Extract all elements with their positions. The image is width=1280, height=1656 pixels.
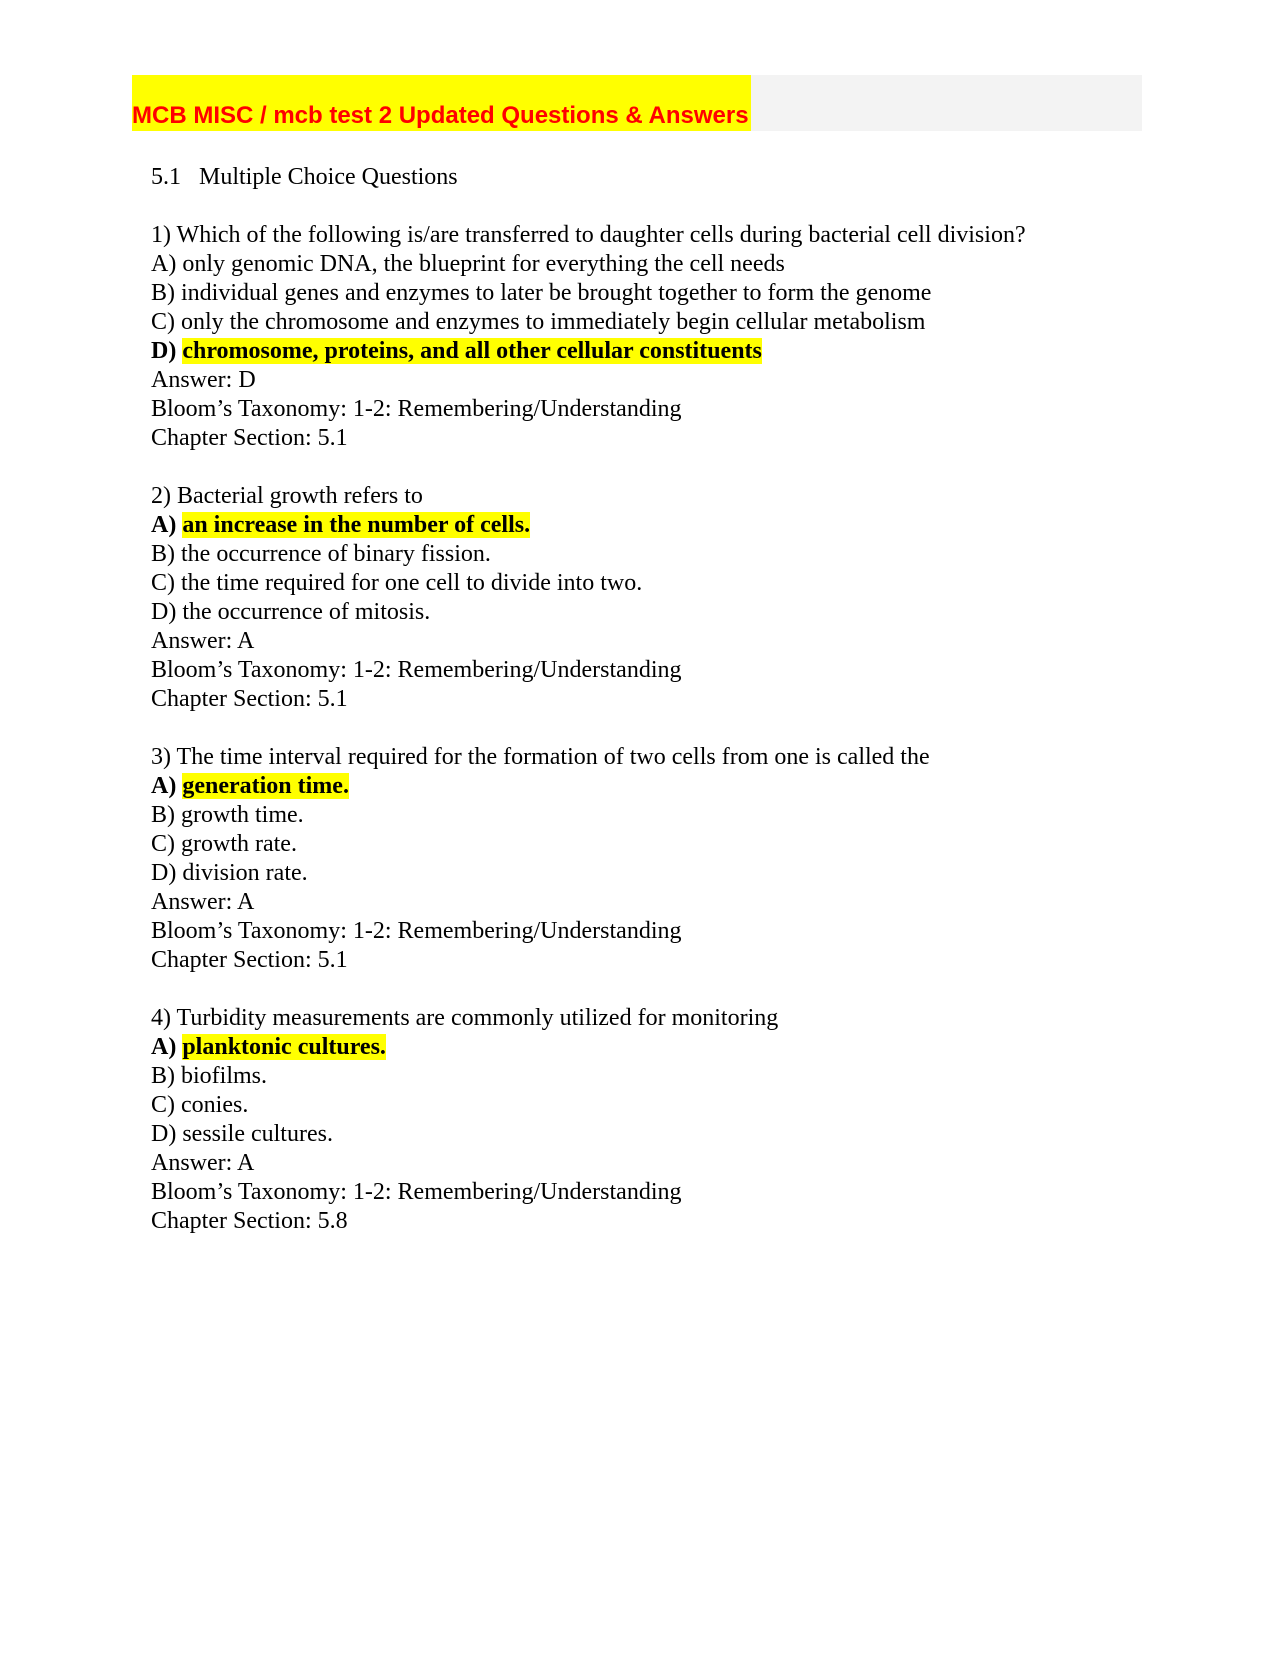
answer-key: Answer: A (151, 889, 255, 915)
answer-option (151, 1091, 1151, 1120)
answer-option-correct (151, 337, 1151, 366)
answer-option (151, 598, 1151, 627)
option-letter: C) (151, 309, 175, 335)
answer-option (151, 830, 1151, 859)
question-block (151, 482, 1151, 714)
chapter-section: Chapter Section: 5.8 (151, 1208, 348, 1234)
option-letter: D) (151, 860, 177, 886)
option-text: biofilms. (181, 1063, 268, 1089)
document-body (151, 163, 1151, 1265)
option-text: sessile cultures. (182, 1121, 333, 1147)
option-letter: D) (151, 338, 177, 364)
option-text: the occurrence of binary fission. (181, 541, 491, 567)
chapter-section: Chapter Section: 5.1 (151, 425, 348, 451)
question-stem: 2) Bacterial growth refers to (151, 483, 423, 509)
answer-option-correct (151, 511, 1151, 540)
question-block (151, 743, 1151, 975)
answer-key: Answer: A (151, 628, 255, 654)
option-text: the occurrence of mitosis. (182, 599, 431, 625)
answer-key: Answer: A (151, 1150, 255, 1176)
option-text-highlighted: planktonic cultures. (182, 1034, 386, 1060)
chapter-section: Chapter Section: 5.1 (151, 686, 348, 712)
answer-option (151, 250, 1151, 279)
option-text: the time required for one cell to divide into two. (181, 570, 643, 596)
page-title: MCB MISC / mcb test 2 Updated Questions & Answers (132, 102, 749, 129)
answer-option (151, 1062, 1151, 1091)
option-letter: D) (151, 1121, 177, 1147)
option-letter: C) (151, 831, 175, 857)
answer-option-correct (151, 1033, 1151, 1062)
answer-option-correct (151, 772, 1151, 801)
option-letter: B) (151, 280, 175, 306)
option-letter: C) (151, 570, 175, 596)
question-stem: 1) Which of the following is/are transferred to daughter cells during bacterial cell division? (151, 222, 1026, 248)
option-letter: A) (151, 251, 177, 277)
option-letter: B) (151, 541, 175, 567)
answer-option (151, 1120, 1151, 1149)
option-text: division rate. (182, 860, 308, 886)
option-text: only genomic DNA, the blueprint for everything the cell needs (182, 251, 785, 277)
answer-option (151, 801, 1151, 830)
answer-key: Answer: D (151, 367, 256, 393)
title-highlight (132, 75, 751, 131)
answer-option (151, 859, 1151, 888)
option-text: individual genes and enzymes to later be brought together to form the genome (181, 280, 932, 306)
option-letter: B) (151, 802, 175, 828)
answer-option (151, 279, 1151, 308)
question-stem: 4) Turbidity measurements are commonly utilized for monitoring (151, 1005, 779, 1031)
option-letter: A) (151, 512, 177, 538)
chapter-section: Chapter Section: 5.1 (151, 947, 348, 973)
question-block (151, 1004, 1151, 1236)
option-text: growth rate. (181, 831, 297, 857)
option-letter: D) (151, 599, 177, 625)
option-letter: A) (151, 773, 177, 799)
blooms-taxonomy: Bloom’s Taxonomy: 1-2: Remembering/Understanding (151, 918, 682, 944)
question-block (151, 221, 1151, 453)
option-letter: A) (151, 1034, 177, 1060)
answer-option (151, 540, 1151, 569)
option-letter: B) (151, 1063, 175, 1089)
option-text-highlighted: generation time. (182, 773, 349, 799)
option-text: conies. (181, 1092, 249, 1118)
option-letter: C) (151, 1092, 175, 1118)
option-text: only the chromosome and enzymes to immediately begin cellular metabolism (181, 309, 926, 335)
question-list (151, 221, 1151, 1236)
blooms-taxonomy: Bloom’s Taxonomy: 1-2: Remembering/Understanding (151, 1179, 682, 1205)
option-text: growth time. (181, 802, 304, 828)
option-text-highlighted: an increase in the number of cells. (182, 512, 531, 538)
question-stem: 3) The time interval required for the formation of two cells from one is called the (151, 744, 930, 770)
answer-option (151, 569, 1151, 598)
blooms-taxonomy: Bloom’s Taxonomy: 1-2: Remembering/Understanding (151, 657, 682, 683)
blooms-taxonomy: Bloom’s Taxonomy: 1-2: Remembering/Understanding (151, 396, 682, 422)
option-text-highlighted: chromosome, proteins, and all other cellular constituents (182, 338, 762, 364)
section-heading: 5.1 Multiple Choice Questions (151, 164, 458, 190)
answer-option (151, 308, 1151, 337)
